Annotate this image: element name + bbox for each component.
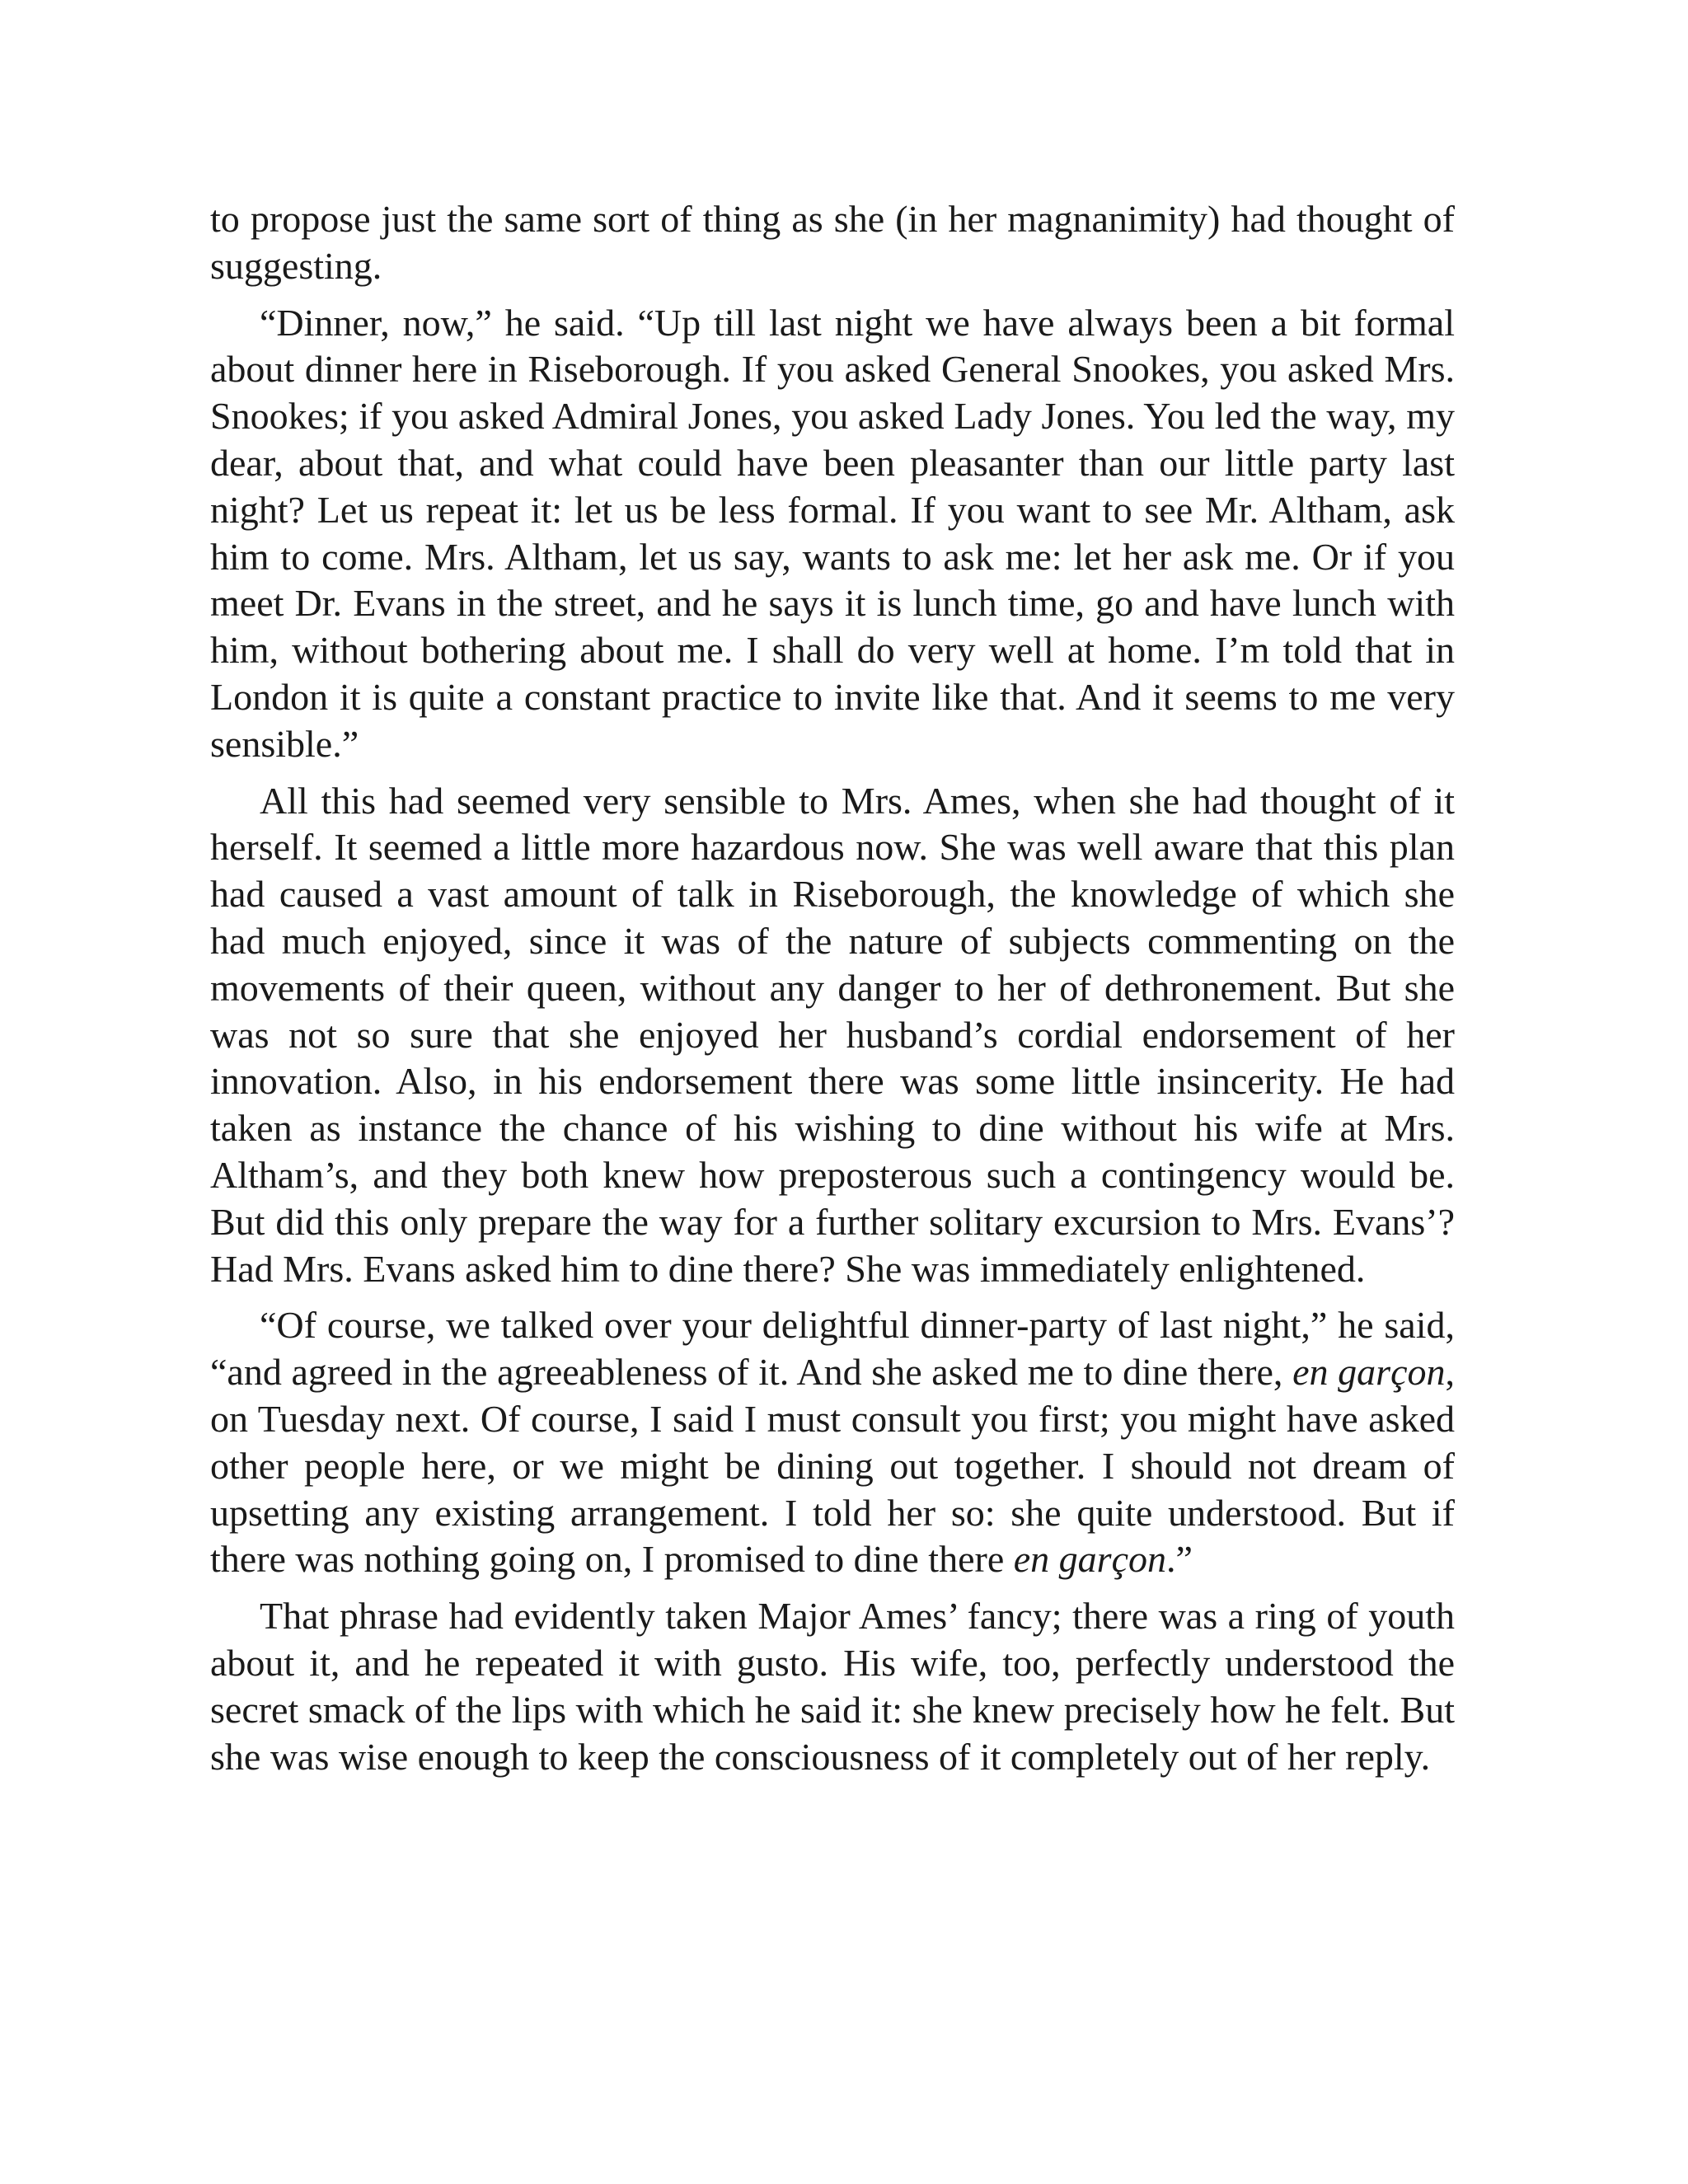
paragraph-4-text-a: “Of course, we talked over your delightful dinner-party of last night,” he said, “and agreed in the agreeableness of it. And she asked me to dine there, xyxy=(210,1304,1455,1394)
italic-phrase: en garçon xyxy=(1013,1538,1166,1581)
paragraph-2-text: “Dinner, now,” he said. “Up till last night we have always been a bit formal about dinner here in Riseborough. If you asked General Snookes, you asked Mrs. Snookes; if you asked Admiral Jones, you asked Lady Jones. You led the way, my dear, about that, and what could have been pleasanter than our little party last night? Let us repeat it: let us be less formal. If you want to see Mr. Altham, ask him to come. Mrs. Altham, let us say, wants to ask me: let her ask me. Or if you meet Dr. Evans in the street, and he says it is lunch time, go and have lunch with him, without bothering about me. I shall do very well at home. I’m told that in London it is quite a constant practice to invite like that. And it seems to me very sensible.” xyxy=(210,301,1455,765)
paragraph-4 xyxy=(210,1302,1455,1583)
paragraph-3-text: All this had seemed very sensible to Mrs. Ames, when she had thought of it herself. It seemed a little more hazardous now. She was well aware that this plan had caused a vast amount of talk in Riseborough, the knowledge of which she had much enjoyed, since it was of the nature of subjects commenting on the movements of their queen, without any danger to her of dethronement. But she was not so sure that she enjoyed her husband’s cordial endorsement of her innovation. Also, in his endorsement there was some little insincerity. He had taken as instance the chance of his wishing to dine without his wife at Mrs. Altham’s, and they both knew how preposterous such a contingency would be. But did this only prepare the way for a further solitary excursion to Mrs. Evans’? Had Mrs. Evans asked him to dine there? She was immediately enlightened. xyxy=(210,779,1455,1290)
paragraph-1-text: to propose just the same sort of thing as she (in her magnanimity) had thought of suggesting. xyxy=(210,198,1455,287)
page-text xyxy=(210,196,1455,1780)
paragraph-2 xyxy=(210,300,1455,768)
italic-phrase: en garçon xyxy=(1292,1351,1446,1394)
paragraph-5-text: That phrase had evidently taken Major Ames’ fancy; there was a ring of youth about it, and he repeated it with gusto. His wife, too, perfectly understood the secret smack of the lips with which he said it: she knew precisely how he felt. But she was wise enough to keep the consciousness of it completely out of her reply. xyxy=(210,1595,1455,1778)
paragraph-1 xyxy=(210,196,1455,290)
paragraph-3 xyxy=(210,778,1455,1293)
paragraph-4-text-b: , on Tuesday next. Of course, I said I must consult you first; you might have asked other people here, or we might be dining out together. I should not dream of upsetting any existing arrangement. I told her so: she quite understood. But if there was nothing going on, I promised to dine there xyxy=(210,1351,1455,1581)
paragraph-5 xyxy=(210,1593,1455,1780)
paragraph-4-text-c: .” xyxy=(1166,1538,1193,1581)
